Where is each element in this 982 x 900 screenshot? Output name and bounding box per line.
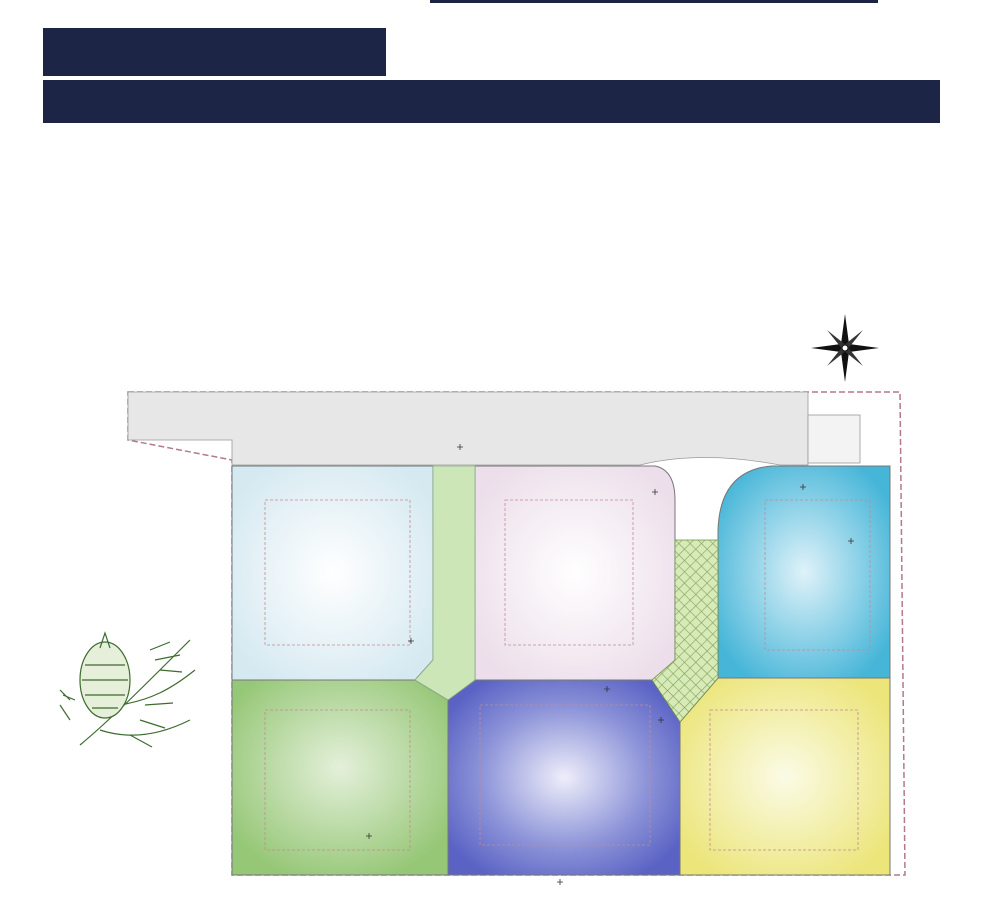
- compass-icon: [811, 314, 879, 382]
- pine-branch-icon: [60, 633, 195, 747]
- site-plan: [0, 300, 982, 900]
- lot-6-area[interactable]: [680, 678, 890, 875]
- page-title: [43, 28, 386, 76]
- price-surface-table: [43, 80, 940, 123]
- col-header-emprise: [463, 80, 647, 123]
- col-header-prix: [794, 80, 940, 123]
- col-header-plancher: [647, 80, 794, 123]
- col-header-parking: [145, 80, 289, 123]
- lot-3-area[interactable]: [448, 680, 680, 875]
- col-header-surface-terrain: [289, 80, 463, 123]
- lot-1-area[interactable]: [232, 466, 433, 680]
- table-header-row: [43, 80, 940, 123]
- col-header-lot: [43, 80, 145, 123]
- lot-2-area[interactable]: [232, 680, 448, 875]
- lot-5-area[interactable]: [718, 466, 890, 678]
- top-rule: [430, 0, 878, 3]
